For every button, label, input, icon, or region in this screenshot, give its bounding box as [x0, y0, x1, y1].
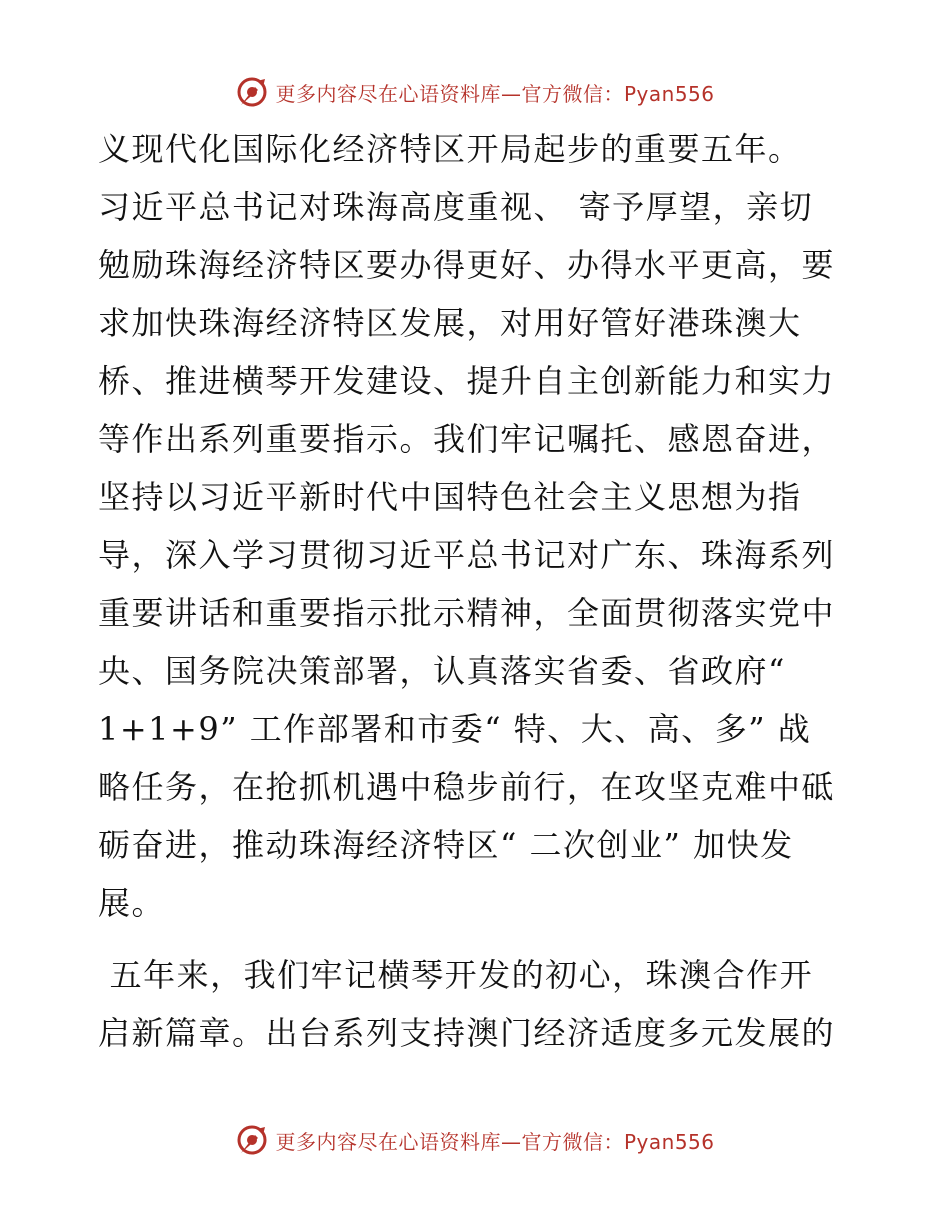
- text-line: 1+1+9” 工作部署和市委“ 特、大、高、多” 战: [98, 710, 812, 748]
- text-line: 勉励珠海经济特区要办得更好、办得水平更高，要: [98, 246, 836, 284]
- text-line: 坚持以习近平新时代中国特色社会主义思想为指: [98, 478, 802, 516]
- text-line: 启新篇章。出台系列支持澳门经济适度多元发展的: [98, 1014, 836, 1052]
- paragraph: [98, 946, 858, 1062]
- text-line: 习近平总书记对珠海高度重视、 寄予厚望，亲切: [98, 188, 814, 226]
- text-line: 展。: [98, 884, 166, 922]
- banner-title: 更多内容尽在心语资料库: [275, 1129, 501, 1154]
- banner-wechat-label: 官方微信：: [521, 81, 624, 106]
- banner-wechat-label: 官方微信：: [521, 1129, 624, 1154]
- text-line: 五年来，我们牢记横琴开发的初心，珠澳合作开: [98, 956, 814, 994]
- banner-dash: —: [500, 81, 522, 106]
- text-line: 义现代化国际化经济特区开局起步的重要五年。: [98, 130, 802, 168]
- banner-title: 更多内容尽在心语资料库: [275, 81, 501, 106]
- text-line: 桥、推进横琴开发建设、提升自主创新能力和实力: [98, 362, 836, 400]
- text-line: 砺奋进，推动珠海经济特区“ 二次创业” 加快发: [98, 826, 794, 864]
- footer-watermark-banner: [0, 1120, 950, 1160]
- text-line: 求加快珠海经济特区发展，对用好管好港珠澳大: [98, 304, 802, 342]
- pen-circle-logo-icon: [235, 75, 269, 109]
- text-line: 央、国务院决策部署，认真落实省委、省政府“: [98, 652, 786, 690]
- text-line: 导，深入学习贯彻习近平总书记对广东、珠海系列: [98, 536, 836, 574]
- banner-dash: —: [500, 1129, 522, 1154]
- paragraph: [98, 120, 858, 932]
- banner-wechat-id: Pyan556: [623, 1129, 715, 1154]
- text-line: 等作出系列重要指示。我们牢记嘱托、感恩奋进，: [98, 420, 836, 458]
- banner-wechat-id: Pyan556: [623, 81, 715, 106]
- text-line: 略任务，在抢抓机遇中稳步前行，在攻坚克难中砥: [98, 768, 836, 806]
- paragraph-gap: [98, 932, 858, 946]
- document-body: [98, 120, 858, 1062]
- pen-circle-logo-icon: [235, 1123, 269, 1157]
- header-watermark-banner: [0, 72, 950, 112]
- text-line: 重要讲话和重要指示批示精神，全面贯彻落实党中: [98, 594, 836, 632]
